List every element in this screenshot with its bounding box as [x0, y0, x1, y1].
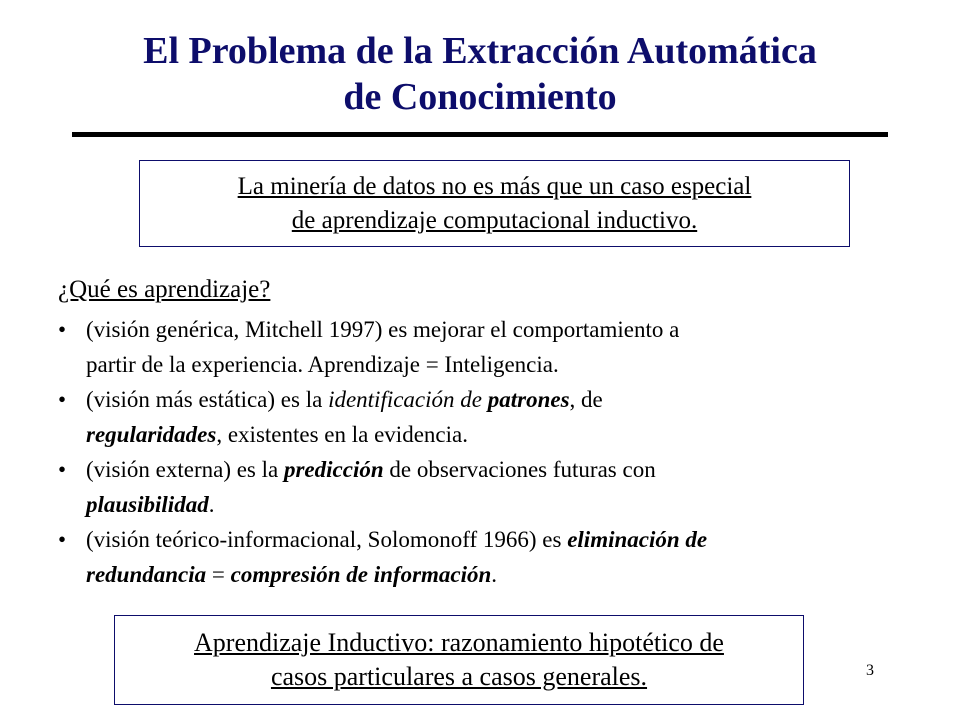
- definition-line-2: de aprendizaje computacional inductivo.: [291, 207, 698, 234]
- bullet-text: , existentes en la evidencia.: [216, 422, 468, 447]
- bullet-key-term: compresión de información: [230, 562, 492, 587]
- bullet-key-term: patrones: [487, 387, 570, 412]
- definition-line-1: La minería de datos no es más que un caso especial: [237, 173, 752, 200]
- bullet-marker: •: [58, 457, 67, 482]
- conclusion-line-1: Aprendizaje Inductivo: razonamiento hipotético de: [194, 628, 724, 657]
- bullet-text: de observaciones futuras con: [383, 457, 656, 482]
- slide-number: 3: [866, 662, 874, 679]
- bullet-marker: •: [58, 387, 67, 412]
- bullet-text: =: [206, 562, 231, 587]
- title-underline-rule: [72, 132, 888, 137]
- conclusion-box: [114, 615, 804, 705]
- slide-title-line-1: El Problema de la Extracción Automática: [143, 30, 817, 72]
- bullet-key-term: plausibilidad: [86, 492, 209, 517]
- conclusion-line-2: casos particulares a casos generales.: [270, 662, 648, 691]
- bullet-text: partir de la experiencia. Aprendizaje = Inteligencia.: [86, 352, 559, 377]
- slide-title-line-2: de Conocimiento: [343, 76, 617, 118]
- definition-box: [139, 160, 850, 247]
- bullet-text: (visión externa) es la: [86, 457, 284, 482]
- bullet-text: .: [208, 492, 215, 517]
- bullet-key-term: regularidades: [86, 422, 217, 447]
- bullet-item-external: [58, 452, 908, 522]
- bullet-italic-term: identificación de: [328, 387, 482, 412]
- bullet-text: (visión teórico-informacional, Solomonoff 1966) es: [86, 527, 568, 552]
- bullet-key-term: eliminación de: [567, 527, 708, 552]
- bullet-key-term: predicción: [283, 457, 384, 482]
- bullet-marker: •: [58, 527, 67, 552]
- bullet-key-term: redundancia: [86, 562, 207, 587]
- bullet-text: (visión más estática) es la: [86, 387, 329, 412]
- bullet-item-generic: [58, 312, 908, 382]
- bullet-item-information-theoretic: [58, 522, 908, 592]
- bullet-text: (visión genérica, Mitchell 1997) es mejorar el comportamiento a: [86, 317, 680, 342]
- bullet-text: , de: [569, 387, 603, 412]
- slide-title: [60, 28, 900, 120]
- bullet-marker: •: [58, 317, 67, 342]
- bullet-text: .: [491, 562, 498, 587]
- question-heading: ¿Qué es aprendizaje?: [58, 276, 271, 303]
- bullet-item-static: [58, 382, 908, 452]
- bullet-list: [58, 312, 908, 592]
